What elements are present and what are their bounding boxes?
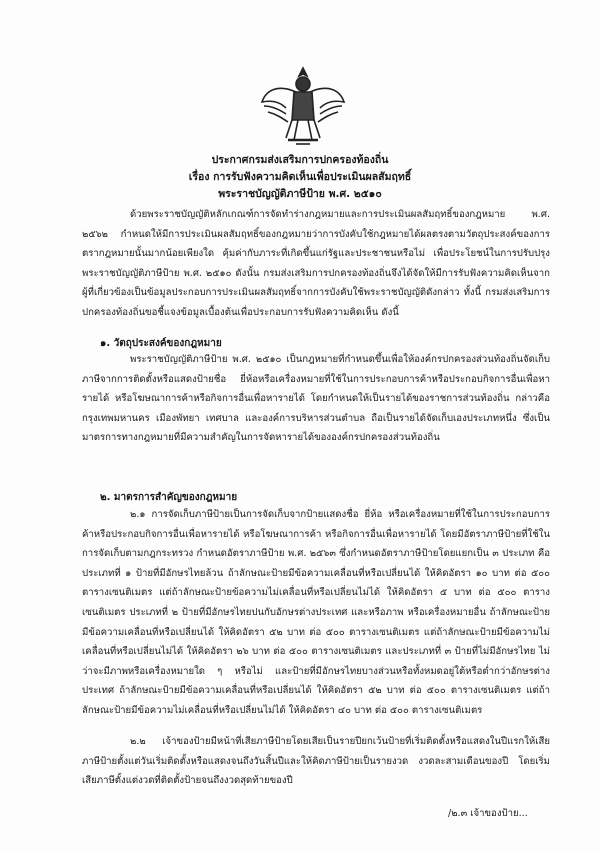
announcement-act-name: พระราชบัญญัติภาษีป้าย พ.ศ. ๒๕๑๐ [218,188,382,200]
garuda-emblem-icon [258,62,348,148]
announcement-title: ประกาศกรมส่งเสริมการปกครองท้องถิ่น [211,154,389,166]
announcement-subject: เรื่อง การรับฟังความคิดเห็นเพื่อประเมินผลสัมฤทธิ์ [188,171,412,183]
section-2-2-body: ๒.๒ เจ้าของป้ายมีหน้าที่เสียภาษีป้ายโดยเสียเป็นรายปียกเว้นป้ายที่เริ่มติดตั้งหรือแสดงในปีแรกให้เสียภาษีป้ายตั้งแต่วันเริ่มติดตั้งหรือแสดงจนถึงวันสิ้นปีและให้คิดภาษีป้ายเป็นรายงวด งวดละสามเดือนของปี โดยเริ่มเสียภาษีตั้งแต่งวดที่ติดตั้งป้ายจนถึงงวดสุดท้ายของปี [82,736,550,787]
section-2-1-body: ๒.๑ การจัดเก็บภาษีป้ายเป็นการจัดเก็บจากป้ายแสดงชื่อ ยี่ห้อ หรือเครื่องหมายที่ใช้ในการประกอบการค้าหรือประกอบกิจการอื่นเพื่อหารายได้ หรือโฆษณาการค้า หรือกิจการอื่นเพื่อหารายได้ โดยมีอัตราภาษีป้ายที่ใช้ในการจัดเก็บตามกฎกระทรวง กำหนดอัตราภาษีป้าย พ.ศ. ๒๕๖๓ ซึ่งกำหนดอัตราภาษีป้ายโดยแยกเป็น ๓ ประเภท คือ ประเภทที่ ๑ ป้ายที่มีอักษรไทยล้วน ถ้าลักษณะป้ายมีข้อความเคลื่อนที่หรือเปลี่ยนได้ ให้คิดอัตรา ๑๐ บาท ต่อ ๕๐๐ ตารางเซนติเมตร แต่ถ้าลักษณะป้ายข้อความไม่เคลื่อนที่หรือเปลี่ยนไม่ได้ ให้คิดอัตรา ๕ บาท ต่อ ๕๐๐ ตารางเซนติเมตร ประเภทที่ ๒ ป้ายที่มีอักษรไทยปนกับอักษรต่างประเทศ และหรือภาพ หรือเครื่องหมายอื่น ถ้าลักษณะป้ายมีข้อความเคลื่อนที่หรือเปลี่ยนได้ ให้คิดอัตรา ๕๒ บาท ต่อ ๕๐๐ ตารางเซนติเมตร แต่ถ้าลักษณะป้ายมีข้อความไม่เคลื่อนที่หรือเปลี่ยนไม่ได้ ให้คิดอัตรา ๒๖ บาท ต่อ ๕๐๐ ตารางเซนติเมตร และประเภทที่ ๓ ป้ายที่ไม่มีอักษรไทย ไม่ว่าจะมีภาพหรือเครื่องหมายใด ๆ หรือไม่ และป้ายที่มีอักษรไทยบางส่วนหรือทั้งหมดอยู่ใต้หรือต่ำกว่าอักษรต่างประเทศ ถ้าลักษณะป้ายมีข้อความเคลื่อนที่หรือเปลี่ยนได้ ให้คิดอัตรา ๕๒ บาท ต่อ ๕๐๐ ตารางเซนติเมตร แต่ถ้าลักษณะป้ายมีข้อความไม่เคลื่อนที่หรือเปลี่ยนไม่ได้ ให้คิดอัตรา ๔๐ บาท ต่อ ๕๐๐ ตารางเซนติเมตร [82,509,550,716]
section-1-title: ๑. วัตถุประสงค์ของกฎหมาย [100,338,222,349]
section-2-title: ๒. มาตรการสำคัญของกฎหมาย [100,492,238,503]
section-1-body: พระราชบัญญัติภาษีป้าย พ.ศ. ๒๕๑๐ เป็นกฎหมายที่กำหนดขึ้นเพื่อให้องค์กรปกครองส่วนท้องถิ่นจัดเก็บภาษีจากการติดตั้งหรือแสดงป้ายชื่อ ยี่ห้อหรือเครื่องหมายที่ใช้ในการประกอบการค้าหรือประกอบกิจการอื่นเพื่อหารายได้ หรือโฆษณาการค้าหรือกิจการอื่นเพื่อหารายได้ โดยกำหนดให้เป็นรายได้ของราชการส่วนท้องถิ่น กล่าวคือ กรุงเทพมหานคร เมืองพัทยา เทศบาล และองค์การบริหารส่วนตำบล ถือเป็นรายได้จัดเก็บเองประเภทหนึ่ง ซึ่งเป็นมาตรการทางกฎหมายที่มีความสำคัญในการจัดหารายได้ขององค์กรปกครองส่วนท้องถิ่น [82,354,550,444]
continuation-note: /๒.๓ เจ้าของป้าย... [448,808,528,819]
intro-paragraph: ด้วยพระราชบัญญัติหลักเกณฑ์การจัดทำร่างกฎหมายและการประเมินผลสัมฤทธิ์ของกฎหมาย พ.ศ. ๒๕๖๒ กำหนดให้มีการประเมินผลสัมฤทธิ์ของกฎหมายว่าการบังคับใช้กฎหมายได้ผลตรงตามวัตถุประสงค์ของการตรากฎหมายนั้นมากน้อยเพียงใด คุ้มค่ากับภาระที่เกิดขึ้นแก่รัฐและประชาชนหรือไม่ เพื่อประโยชน์ในการปรับปรุงพระราชบัญญัติภาษีป้าย พ.ศ. ๒๕๑๐ ดังนั้น กรมส่งเสริมการปกครองท้องถิ่นจึงได้จัดให้มีการรับฟังความคิดเห็นจากผู้ที่เกี่ยวข้องเป็นข้อมูลประกอบการประเมินผลสัมฤทธิ์จากการบังคับใช้พระราชบัญญัติดังกล่าว ทั้งนี้ กรมส่งเสริมการปกครองท้องถิ่นขอชี้แจงข้อมูลเบื้องต้นเพื่อประกอบการรับฟังความคิดเห็น ดังนี้ [82,209,550,318]
